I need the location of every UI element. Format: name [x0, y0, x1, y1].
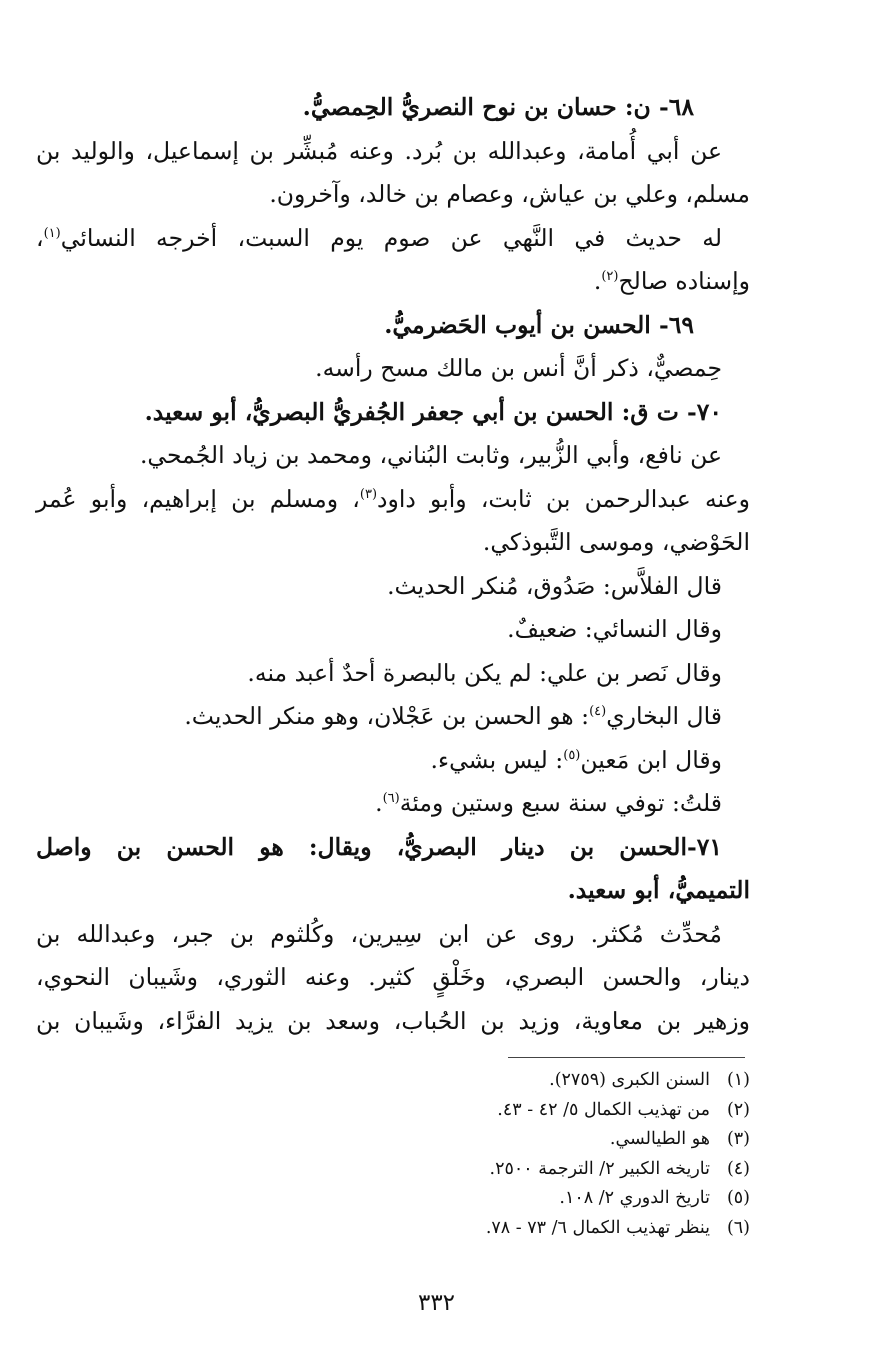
- footnote-reference: (١): [43, 225, 61, 241]
- footnote-text: من تهذيب الكمال ٥/ ٤٢ - ٤٣.: [497, 1099, 710, 1120]
- footnote-separator: [508, 1057, 745, 1058]
- entry-68-text-line: عن أبي أُمامة، وعبدالله بن بُرد. وعنه مُبشِّر بن إسماعيل، والوليد بن: [36, 136, 722, 165]
- footnote: [250, 1125, 750, 1155]
- entry-71-text-line: دينار، والحسن البصري، وخَلْقٍ كثير. وعنه الثوري، وشَيبان النحوي،: [36, 963, 750, 991]
- entry-70-text-line: قلتُ: توفي سنة سبع وستين ومئة$^{(٦)}$.: [375, 789, 722, 817]
- footnote-reference: (٤): [589, 704, 607, 720]
- footnote-text: تاريخ الدوري ٢/ ١٠٨.: [559, 1188, 710, 1208]
- footnotes: [250, 1066, 750, 1243]
- entry-71-heading: ٧١-الحسن بن دينار البصريُّ، ويقال: هو الحسن بن واصل: [36, 832, 722, 861]
- footnote-text: تاريخه الكبير ٢/ الترجمة ٢٥٠٠.: [489, 1158, 710, 1179]
- footnote-reference: (٥): [563, 747, 581, 763]
- footnote: [250, 1214, 750, 1244]
- footnote-reference: (٣): [359, 486, 378, 502]
- footnote-number: (٥): [726, 1188, 750, 1208]
- entry-68-text-line: مسلم، وعلي بن عياش، وعصام بن خالد، وآخرون.: [269, 180, 750, 208]
- entry-70-text-line: قال البخاري$^{(٤)}$: هو الحسن بن عَجْلان، وهو منكر الحديث.: [184, 702, 722, 730]
- entry-69-heading: ٦٩- الحسن بن أيوب الحَضرميُّ.: [384, 310, 694, 339]
- entry-70-text-line: وعنه عبدالرحمن بن ثابت، وأبو داود$^{(٣)}$، ومسلم بن إبراهيم، وأبو عُمر: [36, 484, 751, 513]
- entry-70-text-line: وقال ابن مَعين$^{(٥)}$: ليس بشيء.: [430, 745, 722, 774]
- footnote-text: هو الطيالسي.: [609, 1129, 710, 1149]
- footnote: [250, 1096, 750, 1126]
- entry-68-text-line: له حديث في النَّهي عن صوم يوم السبت، أخرجه النسائي$^{(١)}$،: [36, 223, 722, 252]
- entry-70-text-line: الحَوْضي، وموسى التَّبوذكي.: [482, 528, 750, 556]
- footnote-text: ينظر تهذيب الكمال ٦/ ٧٣ - ٧٨.: [485, 1217, 710, 1238]
- entry-70-heading: ٧٠- ت ق: الحسن بن أبي جعفر الجُفريُّ البصريُّ، أبو سعيد.: [144, 397, 722, 426]
- footnote: [250, 1184, 750, 1214]
- footnote-number: (٦): [726, 1217, 750, 1238]
- entry-70-text-line: عن نافع، وأبي الزُّبير، وثابت البُناني، ومحمد بن زياد الجُمحي.: [139, 441, 722, 469]
- page-number: ٣٣٢: [417, 1290, 456, 1316]
- entry-68-text-line: وإسناده صالح$^{(٢)}$.: [593, 267, 750, 295]
- footnote: [250, 1066, 750, 1096]
- footnote-number: (٢): [726, 1099, 750, 1120]
- entry-71-heading: التميميُّ، أبو سعيد.: [567, 876, 750, 904]
- footnote-reference: (٢): [601, 269, 619, 285]
- entry-68-heading: ٦٨- ن: حسان بن نوح النصريُّ الحِمصيُّ.: [302, 93, 694, 121]
- entry-70-text-line: قال الفلاَّس: صَدُوق، مُنكر الحديث.: [387, 571, 722, 600]
- entry-70-text-line: وقال النسائي: ضعيفٌ.: [507, 615, 722, 643]
- footnote: [250, 1155, 750, 1185]
- entry-69-text-line: حِمصيٌّ، ذكر أنَّ أنس بن مالك مسح رأسه.: [315, 354, 722, 382]
- footnote-number: (٤): [726, 1158, 750, 1179]
- entry-71-text-line: مُحدِّث مُكثر. روى عن ابن سِيرين، وكُلثوم بن جبر، وعبدالله بن: [36, 919, 722, 948]
- footnote-number: (١): [726, 1070, 750, 1090]
- footnote-number: (٣): [726, 1129, 750, 1149]
- footnote-reference: (٦): [382, 791, 400, 807]
- entry-71-text-line: وزهير بن معاوية، وزيد بن الحُباب، وسعد بن يزيد الفرَّاء، وشَيبان بن: [36, 1006, 750, 1035]
- entry-70-text-line: وقال نَصر بن علي: لم يكن بالبصرة أحدٌ أعبد منه.: [247, 658, 722, 687]
- footnote-text: السنن الكبرى (٢٧٥٩).: [549, 1070, 710, 1090]
